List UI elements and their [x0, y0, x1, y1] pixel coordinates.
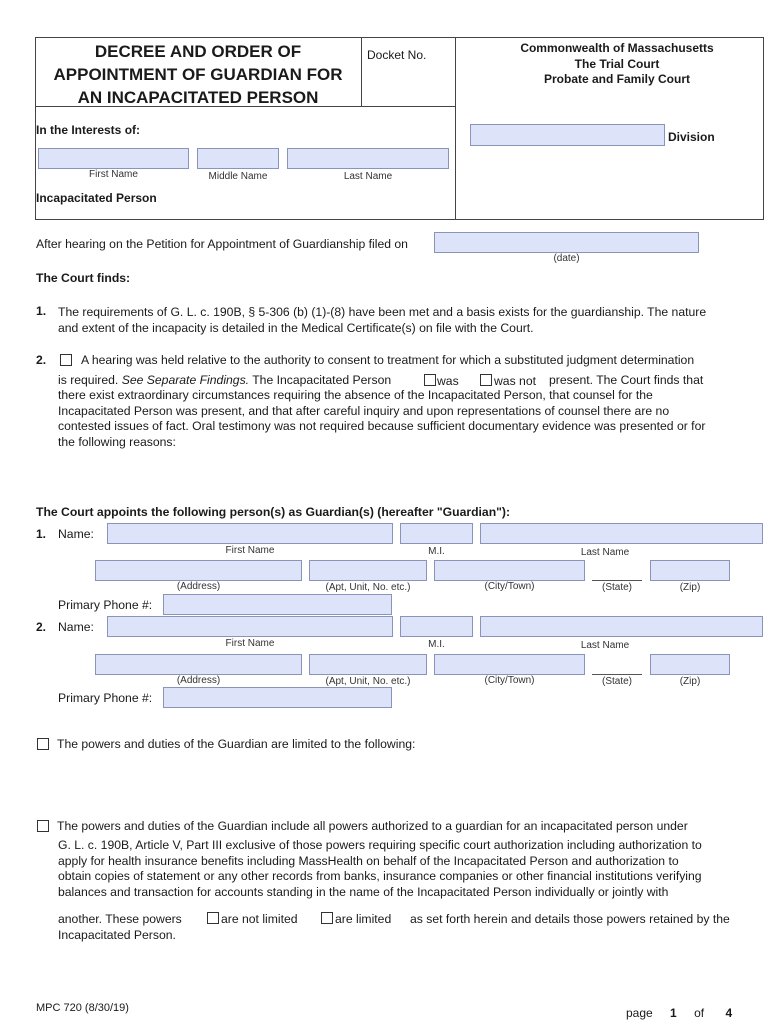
finding-2-line1: A hearing was held relative to the authority to consent to treatment for which a substituted judgment determination: [81, 353, 695, 367]
findings-heading: The Court finds:: [36, 271, 131, 285]
total-pages: 4: [725, 1006, 733, 1020]
not-limited-label: are not limited: [221, 912, 298, 926]
guardian-1-mi-label: M.I.: [428, 546, 445, 557]
are-limited-label: are limited: [335, 912, 392, 926]
was-not-label: was not: [494, 374, 537, 388]
guardian-2-zip-label: (Zip): [679, 676, 701, 687]
page-indicator: [626, 1006, 732, 1020]
powers-all-checkbox[interactable]: [37, 820, 49, 832]
finding-1-number: 1.: [36, 304, 47, 318]
guardian-2-last-name-label: Last Name: [580, 640, 630, 651]
page-label: page: [626, 1006, 653, 1020]
finding-2-line5: contested issues of fact. Oral testimony was not required because sufficient documentary evidence was presented or for: [58, 419, 706, 433]
guardian-2-address-input[interactable]: [95, 654, 302, 675]
guardian-2-mi-label: M.I.: [428, 639, 445, 650]
powers-limited-checkbox[interactable]: [37, 738, 49, 750]
guardian-2-zip-input[interactable]: [650, 654, 730, 675]
not-limited-checkbox[interactable]: [207, 912, 219, 924]
finding-2-required-text: is required.: [58, 373, 119, 387]
finding-2-body: [58, 388, 764, 450]
powers-another-text: another. These powers: [58, 912, 182, 926]
court-line2: The Trial Court: [574, 56, 660, 71]
guardian-2-state-label: (State): [601, 676, 632, 687]
header-divider-v2: [455, 37, 456, 220]
powers-all-line2: G. L. c. 190B, Article V, Part III exclusive of those powers requiring specific court authorization including authorization to: [58, 838, 702, 852]
page-title: [35, 40, 361, 109]
ip-middle-name-input[interactable]: [197, 148, 279, 169]
ip-last-name-label: Last Name: [343, 171, 393, 182]
guardian-1-apt-input[interactable]: [309, 560, 427, 581]
guardian-2-first-name-label: First Name: [225, 638, 275, 649]
guardian-1-phone-input[interactable]: [163, 594, 392, 615]
guardian-2-name-label: Name:: [58, 620, 94, 634]
guardian-1-name-label: Name:: [58, 527, 94, 541]
are-limited-checkbox[interactable]: [321, 912, 333, 924]
guardian-1-state-line: [592, 580, 642, 581]
hearing-date-input[interactable]: [434, 232, 699, 253]
appoints-heading: The Court appoints the following person(s) as Guardian(s) (hereafter "Guardian"):: [36, 505, 511, 519]
interests-label: In the Interests of:: [36, 123, 141, 137]
guardian-1-phone-label: Primary Phone #:: [58, 598, 153, 612]
finding-2-see-findings: See Separate Findings.: [121, 373, 250, 387]
guardian-1-apt-label: (Apt, Unit, No. etc.): [325, 582, 411, 593]
division-input[interactable]: [470, 124, 665, 146]
finding-2-line6: the following reasons:: [58, 434, 176, 449]
guardian-2-city-label: (City/Town): [484, 675, 535, 686]
guardian-1-address-label: (Address): [176, 581, 221, 592]
guardian-1-mi-input[interactable]: [400, 523, 473, 544]
ip-first-name-input[interactable]: [38, 148, 189, 169]
guardian-1-city-label: (City/Town): [484, 581, 535, 592]
guardian-2-phone-input[interactable]: [163, 687, 392, 708]
powers-all-line5: balances and transaction for accounts standing in the name of the Incapacitated Person individually or jointly with: [58, 884, 669, 899]
guardian-2-last-name-input[interactable]: [480, 616, 763, 637]
of-label: of: [694, 1006, 705, 1020]
finding-1-text: [58, 305, 758, 336]
finding-1-line1: The requirements of G. L. c. 190B, § 5-306 (b) (1)-(8) have been met and a basis exists for the guardianship. The nature: [58, 305, 707, 319]
guardian-2-address-label: (Address): [176, 675, 221, 686]
division-label: Division: [668, 130, 715, 144]
powers-last-line: Incapacitated Person.: [58, 928, 176, 942]
page-number: 1: [670, 1006, 677, 1020]
finding-2-line3: there exist extraordinary circumstances requiring the absence of the Incapacitated Person, that counsel for the: [58, 388, 653, 402]
guardian-1-number: 1.: [36, 527, 47, 541]
finding-1-line2: and extent of the incapacity is detailed in the Medical Certificate(s) on file with the Court.: [58, 320, 534, 335]
guardian-1-zip-input[interactable]: [650, 560, 730, 581]
finding-2-line4: Incapacitated Person was present, and that after careful inquiry and upon representations of counsel there are no: [58, 403, 670, 418]
guardian-2-mi-input[interactable]: [400, 616, 473, 637]
was-label: was: [437, 374, 459, 388]
guardian-2-number: 2.: [36, 620, 47, 634]
powers-all-line3: apply for health insurance benefits including MassHealth on behalf of the Incapacitated Person and authorization to: [58, 853, 679, 868]
powers-all-body: [58, 838, 702, 900]
guardian-1-state-label: (State): [601, 582, 632, 593]
docket-label: Docket No.: [367, 48, 427, 62]
powers-all-line4: obtain copies of statement or any other records from banks, insurance companies or other financial institutions verifying: [58, 869, 702, 883]
guardian-1-first-name-label: First Name: [225, 545, 275, 556]
was-checkbox[interactable]: [424, 374, 436, 386]
court-line3: Probate and Family Court: [543, 72, 691, 86]
guardian-2-apt-label: (Apt, Unit, No. etc.): [325, 676, 411, 687]
ip-first-name-label: First Name: [89, 169, 138, 180]
was-not-checkbox[interactable]: [480, 374, 492, 386]
ip-last-name-input[interactable]: [287, 148, 449, 169]
hearing-text: After hearing on the Petition for Appointment of Guardianship filed on: [36, 237, 408, 251]
guardian-1-city-input[interactable]: [434, 560, 585, 581]
finding-2-checkbox[interactable]: [60, 354, 72, 366]
guardian-2-city-input[interactable]: [434, 654, 585, 675]
powers-limited-text: The powers and duties of the Guardian are limited to the following:: [57, 737, 416, 751]
page-title-line1: DECREE AND ORDER OF: [94, 42, 302, 61]
page-title-line2: APPOINTMENT OF GUARDIAN FOR: [53, 65, 343, 84]
incapacitated-person-label: Incapacitated Person: [36, 191, 157, 205]
guardian-1-last-name-label: Last Name: [580, 547, 630, 558]
guardian-1-address-input[interactable]: [95, 560, 302, 581]
powers-all-line1: The powers and duties of the Guardian include all powers authorized to a guardian for an incapacitated person under: [57, 819, 688, 833]
finding-2-line2: [58, 373, 391, 389]
page-title-line3: AN INCAPACITATED PERSON: [77, 88, 319, 107]
finding-2-ip-text: The Incapacitated Person: [252, 373, 392, 387]
guardian-2-apt-input[interactable]: [309, 654, 427, 675]
header-divider-v1: [361, 37, 362, 106]
finding-2-number: 2.: [36, 353, 47, 367]
guardian-1-last-name-input[interactable]: [480, 523, 763, 544]
ip-middle-name-label: Middle Name: [208, 171, 268, 182]
guardian-1-zip-label: (Zip): [679, 582, 701, 593]
court-name: [457, 41, 770, 88]
guardian-2-phone-label: Primary Phone #:: [58, 691, 153, 705]
court-line1: Commonwealth of Massachusetts: [520, 41, 714, 55]
powers-set-forth-text: as set forth herein and details those powers retained by the: [410, 912, 730, 926]
guardian-2-first-name-input[interactable]: [107, 616, 393, 637]
hearing-date-label: (date): [553, 253, 580, 264]
guardian-1-first-name-input[interactable]: [107, 523, 393, 544]
guardian-2-state-line: [592, 674, 642, 675]
finding-2-present-text: present. The Court finds that: [549, 373, 704, 387]
form-id: MPC 720 (8/30/19): [36, 1002, 129, 1014]
